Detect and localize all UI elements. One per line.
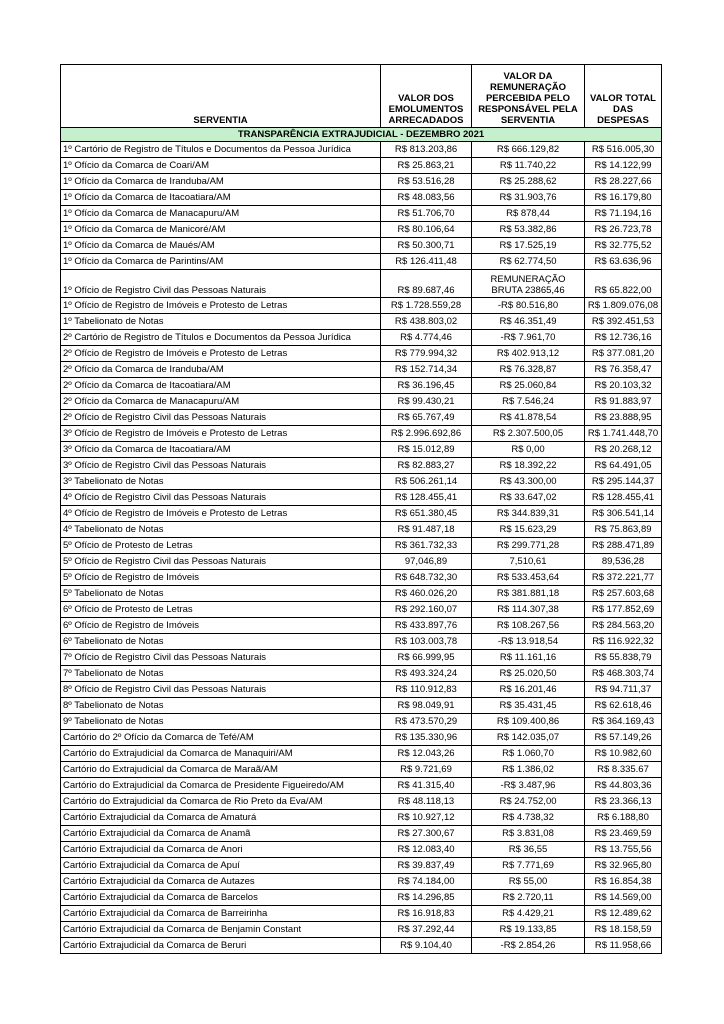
despesas-cell: R$ 10.982,60 bbox=[585, 746, 662, 762]
despesas-cell: R$ 128.455,41 bbox=[585, 490, 662, 506]
remuneracao-cell: R$ 11.161,16 bbox=[472, 650, 585, 666]
remuneracao-cell: R$ 108.267,56 bbox=[472, 618, 585, 634]
serventia-cell: 1º Ofício da Comarca de Iranduba/AM bbox=[61, 174, 381, 190]
remuneracao-cell: -R$ 80.516,80 bbox=[472, 298, 585, 314]
emolumentos-cell: R$ 2.996.692,86 bbox=[381, 426, 472, 442]
table-row bbox=[61, 778, 662, 794]
serventia-cell: 2º Cartório de Registro de Títulos e Documentos da Pessoa Jurídica bbox=[61, 330, 381, 346]
table-row bbox=[61, 158, 662, 174]
remuneracao-cell: R$ 11.740,22 bbox=[472, 158, 585, 174]
emolumentos-cell: R$ 126.411,48 bbox=[381, 254, 472, 270]
remuneracao-cell: R$ 18.392,22 bbox=[472, 458, 585, 474]
emolumentos-cell: R$ 98.049,91 bbox=[381, 698, 472, 714]
emolumentos-cell: R$ 128.455,41 bbox=[381, 490, 472, 506]
despesas-cell: R$ 177.852,69 bbox=[585, 602, 662, 618]
serventia-cell: 1º Ofício da Comarca de Parintins/AM bbox=[61, 254, 381, 270]
emolumentos-cell: R$ 493.324,24 bbox=[381, 666, 472, 682]
remuneracao-cell: R$ 2.307.500,05 bbox=[472, 426, 585, 442]
serventia-cell: 3º Tabelionato de Notas bbox=[61, 474, 381, 490]
table-row bbox=[61, 330, 662, 346]
serventia-cell: 1º Ofício da Comarca de Itacoatiara/AM bbox=[61, 190, 381, 206]
serventia-cell: 4º Ofício de Registro de Imóveis e Protesto de Letras bbox=[61, 506, 381, 522]
emolumentos-cell: R$ 41.315,40 bbox=[381, 778, 472, 794]
emolumentos-cell: R$ 460.026,20 bbox=[381, 586, 472, 602]
despesas-cell: R$ 76.358,47 bbox=[585, 362, 662, 378]
table-row bbox=[61, 426, 662, 442]
serventia-cell: 2º Ofício de Registro de Imóveis e Protesto de Letras bbox=[61, 346, 381, 362]
table-row bbox=[61, 666, 662, 682]
despesas-cell: R$ 26.723,78 bbox=[585, 222, 662, 238]
remuneracao-cell: R$ 666.129,82 bbox=[472, 142, 585, 158]
table-row bbox=[61, 714, 662, 730]
table-row bbox=[61, 858, 662, 874]
table-row bbox=[61, 474, 662, 490]
despesas-cell: R$ 71.194,16 bbox=[585, 206, 662, 222]
serventia-cell: 1º Ofício de Registro de Imóveis e Protesto de Letras bbox=[61, 298, 381, 314]
emolumentos-cell: R$ 438.803,02 bbox=[381, 314, 472, 330]
serventia-cell: 1º Ofício de Registro Civil das Pessoas Naturais bbox=[61, 270, 381, 298]
serventia-cell: 7º Tabelionato de Notas bbox=[61, 666, 381, 682]
despesas-cell: R$ 44.803,36 bbox=[585, 778, 662, 794]
emolumentos-cell: R$ 10.927,12 bbox=[381, 810, 472, 826]
remuneracao-cell: -R$ 13.918,54 bbox=[472, 634, 585, 650]
emolumentos-cell: R$ 39.837,49 bbox=[381, 858, 472, 874]
table-row bbox=[61, 586, 662, 602]
remuneracao-cell: R$ 7.546,24 bbox=[472, 394, 585, 410]
serventia-cell: 1º Ofício da Comarca de Manacapuru/AM bbox=[61, 206, 381, 222]
serventia-cell: 3º Ofício de Registro Civil das Pessoas Naturais bbox=[61, 458, 381, 474]
despesas-cell: R$ 32.775,52 bbox=[585, 238, 662, 254]
remuneracao-cell: -R$ 2.854,26 bbox=[472, 938, 585, 954]
table-row bbox=[61, 298, 662, 314]
serventia-cell: 2º Ofício de Registro Civil das Pessoas Naturais bbox=[61, 410, 381, 426]
emolumentos-cell: R$ 4.774,46 bbox=[381, 330, 472, 346]
serventia-cell: Cartório Extrajudicial da Comarca de Autazes bbox=[61, 874, 381, 890]
remuneracao-cell: R$ 109.400,86 bbox=[472, 714, 585, 730]
table-row bbox=[61, 394, 662, 410]
table-row bbox=[61, 698, 662, 714]
header-despesas: VALOR TOTAL DAS DESPESAS bbox=[585, 65, 662, 128]
remuneracao-cell: R$ 4.429,21 bbox=[472, 906, 585, 922]
remuneracao-cell: R$ 1.060,70 bbox=[472, 746, 585, 762]
emolumentos-cell: R$ 433.897,76 bbox=[381, 618, 472, 634]
despesas-cell: R$ 23.469,59 bbox=[585, 826, 662, 842]
remuneracao-cell: R$ 55,00 bbox=[472, 874, 585, 890]
remuneracao-cell: R$ 15.623,29 bbox=[472, 522, 585, 538]
remuneracao-cell: R$ 25.288,62 bbox=[472, 174, 585, 190]
emolumentos-cell: R$ 65.767,49 bbox=[381, 410, 472, 426]
remuneracao-cell: R$ 16.201,46 bbox=[472, 682, 585, 698]
emolumentos-cell: R$ 51.706,70 bbox=[381, 206, 472, 222]
table-row bbox=[61, 554, 662, 570]
despesas-cell: 89,536,28 bbox=[585, 554, 662, 570]
despesas-cell: R$ 14.122,99 bbox=[585, 158, 662, 174]
emolumentos-cell: R$ 813.203,86 bbox=[381, 142, 472, 158]
emolumentos-cell: R$ 66.999,95 bbox=[381, 650, 472, 666]
serventia-cell: 1º Ofício da Comarca de Manicoré/AM bbox=[61, 222, 381, 238]
serventia-cell: Cartório Extrajudicial da Comarca de Apuí bbox=[61, 858, 381, 874]
despesas-cell: R$ 57.149,26 bbox=[585, 730, 662, 746]
table-row bbox=[61, 794, 662, 810]
despesas-cell: R$ 14.569,00 bbox=[585, 890, 662, 906]
remuneracao-cell: R$ 62.774,50 bbox=[472, 254, 585, 270]
despesas-cell: R$ 62.618,46 bbox=[585, 698, 662, 714]
despesas-cell: R$ 75.863,89 bbox=[585, 522, 662, 538]
emolumentos-cell: R$ 27.300,67 bbox=[381, 826, 472, 842]
serventia-cell: Cartório Extrajudicial da Comarca de Beruri bbox=[61, 938, 381, 954]
serventia-cell: 1º Ofício da Comarca de Maués/AM bbox=[61, 238, 381, 254]
serventia-cell: 6º Ofício de Protesto de Letras bbox=[61, 602, 381, 618]
table-row bbox=[61, 746, 662, 762]
serventia-cell: 5º Ofício de Registro de Imóveis bbox=[61, 570, 381, 586]
remuneracao-cell: R$ 24.752,00 bbox=[472, 794, 585, 810]
remuneracao-cell: R$ 25.060,84 bbox=[472, 378, 585, 394]
emolumentos-cell: R$ 91.487,18 bbox=[381, 522, 472, 538]
serventia-cell: Cartório do 2º Ofício da Comarca de Tefé/AM bbox=[61, 730, 381, 746]
serventia-cell: 3º Ofício da Comarca de Itacoatiara/AM bbox=[61, 442, 381, 458]
section-title-row bbox=[61, 128, 662, 142]
despesas-cell: R$ 8.335.67 bbox=[585, 762, 662, 778]
serventia-cell: 1º Tabelionato de Notas bbox=[61, 314, 381, 330]
serventia-cell: Cartório do Extrajudicial da Comarca de Rio Preto da Eva/AM bbox=[61, 794, 381, 810]
despesas-cell: R$ 16.854,38 bbox=[585, 874, 662, 890]
table-row bbox=[61, 506, 662, 522]
remuneracao-cell: -R$ 7.961,70 bbox=[472, 330, 585, 346]
table-row bbox=[61, 174, 662, 190]
table-row bbox=[61, 238, 662, 254]
despesas-cell: R$ 306.541,14 bbox=[585, 506, 662, 522]
emolumentos-cell: R$ 12.043,26 bbox=[381, 746, 472, 762]
despesas-cell: R$ 23.888,95 bbox=[585, 410, 662, 426]
emolumentos-cell: R$ 292.160,07 bbox=[381, 602, 472, 618]
remuneracao-cell: R$ 533.453,64 bbox=[472, 570, 585, 586]
remuneracao-cell: R$ 1.386,02 bbox=[472, 762, 585, 778]
header-emolumentos: VALOR DOS EMOLUMENTOS ARRECADADOS bbox=[381, 65, 472, 128]
despesas-cell: R$ 11.958,66 bbox=[585, 938, 662, 954]
emolumentos-cell: R$ 48.118,13 bbox=[381, 794, 472, 810]
emolumentos-cell: R$ 74.184,00 bbox=[381, 874, 472, 890]
serventia-cell: Cartório Extrajudicial da Comarca de Barcelos bbox=[61, 890, 381, 906]
header-serventia: SERVENTIA bbox=[61, 65, 381, 128]
transparency-table bbox=[60, 64, 662, 954]
table-row bbox=[61, 890, 662, 906]
remuneracao-cell: R$ 381.881,18 bbox=[472, 586, 585, 602]
table-row bbox=[61, 190, 662, 206]
emolumentos-cell: R$ 361.732,33 bbox=[381, 538, 472, 554]
emolumentos-cell: R$ 135.330,96 bbox=[381, 730, 472, 746]
remuneracao-cell: REMUNERAÇÃO BRUTA 23865,46 bbox=[472, 270, 585, 298]
emolumentos-cell: R$ 473.570,29 bbox=[381, 714, 472, 730]
remuneracao-cell: R$ 2.720,11 bbox=[472, 890, 585, 906]
section-title: TRANSPARÊNCIA EXTRAJUDICIAL - DEZEMBRO 2021 bbox=[61, 128, 662, 142]
emolumentos-cell: R$ 82.883,27 bbox=[381, 458, 472, 474]
despesas-cell: R$ 64.491,05 bbox=[585, 458, 662, 474]
despesas-cell: R$ 364.169,43 bbox=[585, 714, 662, 730]
serventia-cell: Cartório do Extrajudicial da Comarca de Maraã/AM bbox=[61, 762, 381, 778]
despesas-cell: R$ 16.179,80 bbox=[585, 190, 662, 206]
remuneracao-cell: R$ 878,44 bbox=[472, 206, 585, 222]
serventia-cell: 6º Ofício de Registro de Imóveis bbox=[61, 618, 381, 634]
table-row bbox=[61, 922, 662, 938]
serventia-cell: 9º Tabelionato de Notas bbox=[61, 714, 381, 730]
table-row bbox=[61, 842, 662, 858]
emolumentos-cell: R$ 110.912,83 bbox=[381, 682, 472, 698]
emolumentos-cell: R$ 651.380,45 bbox=[381, 506, 472, 522]
emolumentos-cell: R$ 648.732,30 bbox=[381, 570, 472, 586]
despesas-cell: R$ 12.489,62 bbox=[585, 906, 662, 922]
remuneracao-cell: R$ 33.647,02 bbox=[472, 490, 585, 506]
header-row bbox=[61, 65, 662, 128]
remuneracao-cell: R$ 0,00 bbox=[472, 442, 585, 458]
table-row bbox=[61, 378, 662, 394]
remuneracao-cell: R$ 344.839,31 bbox=[472, 506, 585, 522]
despesas-cell: R$ 91.883,97 bbox=[585, 394, 662, 410]
serventia-cell: 3º Ofício de Registro de Imóveis e Protesto de Letras bbox=[61, 426, 381, 442]
table-row bbox=[61, 826, 662, 842]
serventia-cell: 5º Tabelionato de Notas bbox=[61, 586, 381, 602]
serventia-cell: 4º Ofício de Registro Civil das Pessoas Naturais bbox=[61, 490, 381, 506]
table-row bbox=[61, 634, 662, 650]
despesas-cell: R$ 28.227,66 bbox=[585, 174, 662, 190]
table-row bbox=[61, 522, 662, 538]
despesas-cell: R$ 295.144,37 bbox=[585, 474, 662, 490]
despesas-cell: R$ 20.268,12 bbox=[585, 442, 662, 458]
despesas-cell: R$ 257.603,68 bbox=[585, 586, 662, 602]
serventia-cell: Cartório do Extrajudicial da Comarca de Manaquiri/AM bbox=[61, 746, 381, 762]
table-row bbox=[61, 362, 662, 378]
emolumentos-cell: R$ 14.296,85 bbox=[381, 890, 472, 906]
despesas-cell: R$ 288.471,89 bbox=[585, 538, 662, 554]
emolumentos-cell: R$ 779.994,32 bbox=[381, 346, 472, 362]
despesas-cell: R$ 392.451,53 bbox=[585, 314, 662, 330]
despesas-cell: R$ 116.922,32 bbox=[585, 634, 662, 650]
remuneracao-cell: R$ 76.328,87 bbox=[472, 362, 585, 378]
emolumentos-cell: R$ 36.196,45 bbox=[381, 378, 472, 394]
remuneracao-cell: R$ 46.351,49 bbox=[472, 314, 585, 330]
emolumentos-cell: R$ 506.261,14 bbox=[381, 474, 472, 490]
table-row bbox=[61, 938, 662, 954]
table-row bbox=[61, 458, 662, 474]
despesas-cell: R$ 12.736,16 bbox=[585, 330, 662, 346]
table-row bbox=[61, 346, 662, 362]
table-row bbox=[61, 142, 662, 158]
despesas-cell: R$ 55.838,79 bbox=[585, 650, 662, 666]
serventia-cell: 6º Tabelionato de Notas bbox=[61, 634, 381, 650]
remuneracao-cell: R$ 4.738,32 bbox=[472, 810, 585, 826]
emolumentos-cell: R$ 9.721,69 bbox=[381, 762, 472, 778]
table-row bbox=[61, 442, 662, 458]
despesas-cell: R$ 6.188,80 bbox=[585, 810, 662, 826]
emolumentos-cell: R$ 48.083,56 bbox=[381, 190, 472, 206]
despesas-cell: R$ 516.005,30 bbox=[585, 142, 662, 158]
table-row bbox=[61, 730, 662, 746]
table-row bbox=[61, 222, 662, 238]
serventia-cell: 5º Ofício de Protesto de Letras bbox=[61, 538, 381, 554]
despesas-cell: R$ 468.303,74 bbox=[585, 666, 662, 682]
despesas-cell: R$ 20.103,32 bbox=[585, 378, 662, 394]
remuneracao-cell: R$ 7.771,69 bbox=[472, 858, 585, 874]
remuneracao-cell: -R$ 3.487,96 bbox=[472, 778, 585, 794]
despesas-cell: R$ 13.755,56 bbox=[585, 842, 662, 858]
remuneracao-cell: R$ 35.431,45 bbox=[472, 698, 585, 714]
emolumentos-cell: R$ 53.516,28 bbox=[381, 174, 472, 190]
serventia-cell: 7º Ofício de Registro Civil das Pessoas Naturais bbox=[61, 650, 381, 666]
table-row bbox=[61, 906, 662, 922]
remuneracao-cell: R$ 31.903,76 bbox=[472, 190, 585, 206]
serventia-cell: 2º Ofício da Comarca de Manacapuru/AM bbox=[61, 394, 381, 410]
serventia-cell: Cartório Extrajudicial da Comarca de Amaturá bbox=[61, 810, 381, 826]
remuneracao-cell: R$ 43.300,00 bbox=[472, 474, 585, 490]
serventia-cell: Cartório Extrajudicial da Comarca de Anamã bbox=[61, 826, 381, 842]
header-remuneracao: VALOR DA REMUNERAÇÃO PERCEBIDA PELO RESPONSÁVEL PELA SERVENTIA bbox=[472, 65, 585, 128]
table-row bbox=[61, 314, 662, 330]
serventia-cell: 1º Ofício da Comarca de Coari/AM bbox=[61, 158, 381, 174]
remuneracao-cell: R$ 19.133,85 bbox=[472, 922, 585, 938]
table-row bbox=[61, 810, 662, 826]
serventia-cell: Cartório Extrajudicial da Comarca de Anori bbox=[61, 842, 381, 858]
remuneracao-cell: R$ 25.020,50 bbox=[472, 666, 585, 682]
emolumentos-cell: R$ 50.300,71 bbox=[381, 238, 472, 254]
despesas-cell: R$ 94.711,37 bbox=[585, 682, 662, 698]
emolumentos-cell: R$ 25.863,21 bbox=[381, 158, 472, 174]
despesas-cell: R$ 377.081,20 bbox=[585, 346, 662, 362]
despesas-cell: R$ 18.158,59 bbox=[585, 922, 662, 938]
serventia-cell: 2º Ofício da Comarca de Iranduba/AM bbox=[61, 362, 381, 378]
emolumentos-cell: R$ 103.003,78 bbox=[381, 634, 472, 650]
table-row bbox=[61, 682, 662, 698]
remuneracao-cell: R$ 402.913,12 bbox=[472, 346, 585, 362]
table-row bbox=[61, 270, 662, 298]
remuneracao-cell: R$ 299.771,28 bbox=[472, 538, 585, 554]
despesas-cell: R$ 32.965,80 bbox=[585, 858, 662, 874]
serventia-cell: Cartório do Extrajudicial da Comarca de Presidente Figueiredo/AM bbox=[61, 778, 381, 794]
emolumentos-cell: R$ 15.012,89 bbox=[381, 442, 472, 458]
table-row bbox=[61, 618, 662, 634]
remuneracao-cell: R$ 36,55 bbox=[472, 842, 585, 858]
remuneracao-cell: R$ 142.035,07 bbox=[472, 730, 585, 746]
table-row bbox=[61, 206, 662, 222]
table-row bbox=[61, 490, 662, 506]
emolumentos-cell: R$ 12.083,40 bbox=[381, 842, 472, 858]
serventia-cell: 5º Ofício de Registro Civil das Pessoas Naturais bbox=[61, 554, 381, 570]
emolumentos-cell: R$ 1.728.559,28 bbox=[381, 298, 472, 314]
remuneracao-cell: R$ 114.307,38 bbox=[472, 602, 585, 618]
remuneracao-cell: 7,510,61 bbox=[472, 554, 585, 570]
table-row bbox=[61, 538, 662, 554]
emolumentos-cell: 97,046,89 bbox=[381, 554, 472, 570]
table-row bbox=[61, 650, 662, 666]
emolumentos-cell: R$ 89.687,46 bbox=[381, 270, 472, 298]
despesas-cell: R$ 1.741.448,70 bbox=[585, 426, 662, 442]
emolumentos-cell: R$ 16.918,83 bbox=[381, 906, 472, 922]
serventia-cell: Cartório Extrajudicial da Comarca de Benjamin Constant bbox=[61, 922, 381, 938]
table-row bbox=[61, 602, 662, 618]
table-row bbox=[61, 570, 662, 586]
emolumentos-cell: R$ 152.714,34 bbox=[381, 362, 472, 378]
remuneracao-cell: R$ 41.878,54 bbox=[472, 410, 585, 426]
serventia-cell: Cartório Extrajudicial da Comarca de Barreirinha bbox=[61, 906, 381, 922]
serventia-cell: 4º Tabelionato de Notas bbox=[61, 522, 381, 538]
emolumentos-cell: R$ 37.292,44 bbox=[381, 922, 472, 938]
table-row bbox=[61, 254, 662, 270]
remuneracao-cell: R$ 3.831,08 bbox=[472, 826, 585, 842]
emolumentos-cell: R$ 80.106,64 bbox=[381, 222, 472, 238]
table-row bbox=[61, 410, 662, 426]
table-row bbox=[61, 762, 662, 778]
emolumentos-cell: R$ 9.104,40 bbox=[381, 938, 472, 954]
serventia-cell: 2º Ofício da Comarca de Itacoatiara/AM bbox=[61, 378, 381, 394]
table-row bbox=[61, 874, 662, 890]
despesas-cell: R$ 23.366,13 bbox=[585, 794, 662, 810]
despesas-cell: R$ 65.822,00 bbox=[585, 270, 662, 298]
emolumentos-cell: R$ 99.430,21 bbox=[381, 394, 472, 410]
remuneracao-cell: R$ 53.382,86 bbox=[472, 222, 585, 238]
remuneracao-cell: R$ 17.525,19 bbox=[472, 238, 585, 254]
serventia-cell: 8º Tabelionato de Notas bbox=[61, 698, 381, 714]
despesas-cell: R$ 63.636,96 bbox=[585, 254, 662, 270]
despesas-cell: R$ 372.221,77 bbox=[585, 570, 662, 586]
despesas-cell: R$ 1.809.076,08 bbox=[585, 298, 662, 314]
despesas-cell: R$ 284.563,20 bbox=[585, 618, 662, 634]
serventia-cell: 8º Ofício de Registro Civil das Pessoas Naturais bbox=[61, 682, 381, 698]
serventia-cell: 1º Cartório de Registro de Títulos e Documentos da Pessoa Jurídica bbox=[61, 142, 381, 158]
